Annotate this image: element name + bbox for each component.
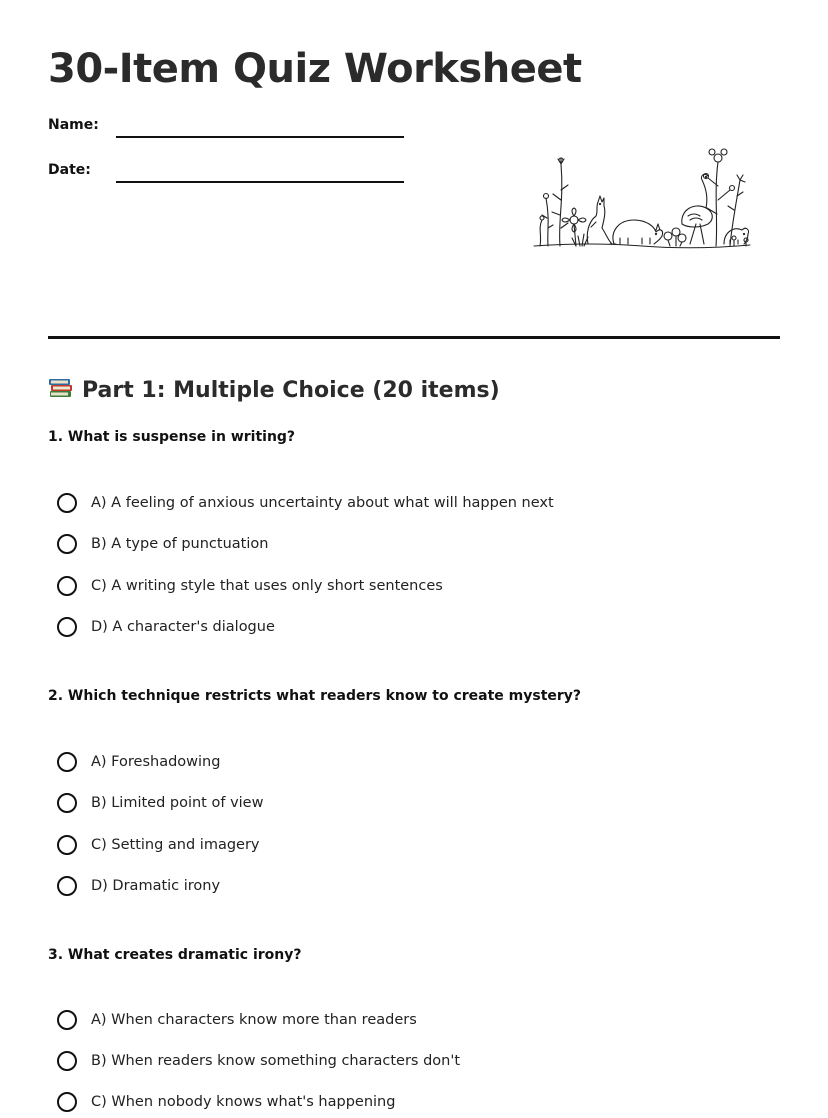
option-label: B) Limited point of view [91,795,264,811]
q1-option-b[interactable] [57,531,268,557]
question-2: 2. Which technique restricts what readers know to create mystery? [48,688,582,704]
radio-button[interactable] [57,534,77,554]
question-3: 3. What creates dramatic irony? [48,947,302,963]
section-title [48,374,500,403]
radio-button[interactable] [57,617,77,637]
q2-option-a[interactable] [57,749,220,775]
radio-button[interactable] [57,876,77,896]
q3-option-b[interactable] [57,1048,460,1074]
option-label: D) Dramatic irony [91,878,221,894]
radio-button[interactable] [57,835,77,855]
option-label: C) Setting and imagery [91,837,260,853]
date-label: Date: [48,162,91,178]
question-1: 1. What is suspense in writing? [48,429,296,445]
page-title: 30-Item Quiz Worksheet [48,46,582,92]
name-input-line[interactable] [116,136,404,138]
q3-option-a[interactable] [57,1007,417,1033]
radio-button[interactable] [57,493,77,513]
option-label: B) When readers know something characters don't [91,1053,460,1069]
q3-option-c[interactable] [57,1089,395,1115]
radio-button[interactable] [57,1010,77,1030]
q2-option-c[interactable] [57,832,260,858]
option-label: C) A writing style that uses only short sentences [91,578,443,594]
date-input-line[interactable] [116,181,404,183]
option-label: A) A feeling of anxious uncertainty about what will happen next [91,495,554,511]
q1-option-c[interactable] [57,573,443,599]
q1-option-d[interactable] [57,614,275,640]
date-field[interactable] [48,162,408,186]
option-label: C) When nobody knows what's happening [91,1094,396,1110]
section-divider [48,336,780,339]
q2-option-b[interactable] [57,790,263,816]
name-field[interactable] [48,117,408,141]
q2-option-d[interactable] [57,873,220,899]
radio-button[interactable] [57,793,77,813]
option-label: B) A type of punctuation [91,536,269,552]
option-label: A) When characters know more than readers [91,1012,417,1028]
name-label: Name: [48,117,99,133]
option-label: D) A character's dialogue [91,619,275,635]
radio-button[interactable] [57,1051,77,1071]
flowers-and-animals-illustration [530,140,754,254]
radio-button[interactable] [57,576,77,596]
radio-button[interactable] [57,1092,77,1112]
radio-button[interactable] [57,752,77,772]
option-label: A) Foreshadowing [91,754,221,770]
books-icon [48,374,74,400]
section-title-text: Part 1: Multiple Choice (20 items) [82,378,500,403]
q1-option-a[interactable] [57,490,554,516]
